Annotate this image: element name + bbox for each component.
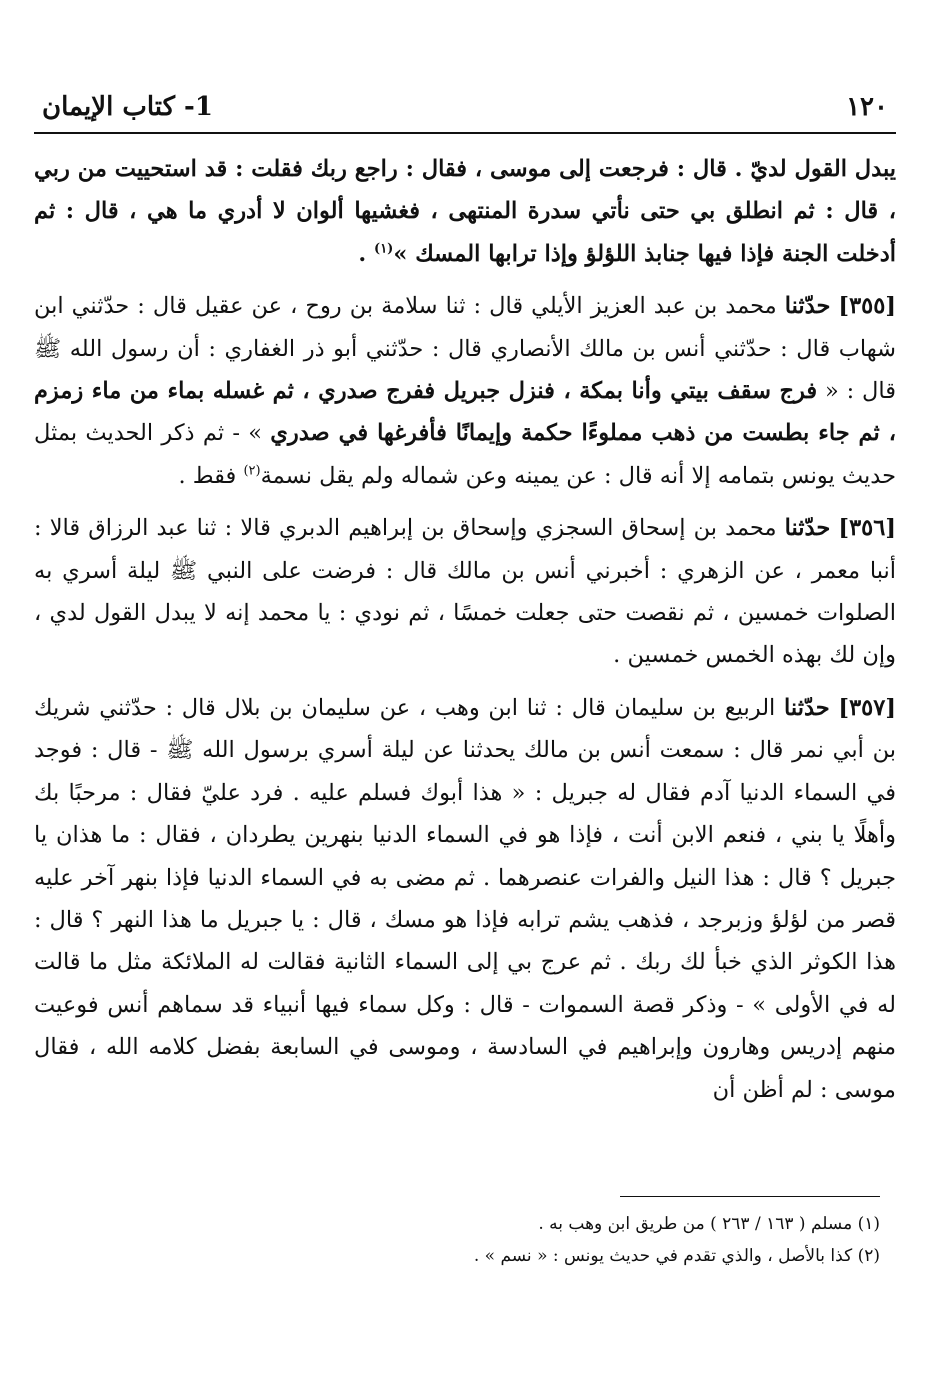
footnote-marker-2: (٢)	[243, 463, 261, 479]
hadith-lead: حدّثنا	[784, 293, 831, 320]
chapter-title: 1- كتاب الإيمان	[42, 92, 213, 122]
hadith-text-cont: » - ثم ذكر الحديث بمثل حديث يونس بتمامه إلا أنه قال : عن يمينه وعن شماله ولم يقل نسمة	[34, 420, 896, 489]
footnote-2: (٢) كذا بالأصل ، والذي تقدم في حديث يونس : « نسم » .	[473, 1246, 880, 1266]
main-text	[34, 148, 896, 1111]
footnote-marker-1: (١)	[374, 241, 394, 257]
hadith-text: محمد بن إسحاق السجزي وإسحاق بن إبراهيم الدبري قالا : ثنا عبد الرزاق قالا : أنبا معمر ، عن الزهري : أخبرني أنس بن مالك قال : فرضت على النبي ﷺ ليلة أسري به الصلوات خمسين ، ثم نقصت حتى جعلت خمسًا ، ثم نودي : يا محمد إنه لا يبدل القول لدي ، وإن لك بهذه الخمس خمسين .	[34, 515, 896, 669]
book-page	[34, 78, 896, 1111]
page-number: ١٢٠	[846, 92, 888, 122]
hadith-lead: حدّثنا	[784, 515, 831, 542]
continuation-paragraph	[34, 148, 896, 275]
footnotes	[52, 1208, 880, 1272]
hadith-356	[34, 507, 896, 677]
continuation-text: يبدل القول لديّ . قال : فرجعت إلى موسى ، فقال : راجع ربك فقلت : قد استحييت من ربي ، قال : ثم انطلق بي حتى نأتي سدرة المنتهى ، فغشيها ألوان لا أدري ما هي ، قال : ثم أدخلت الجنة فإذا فيها جنابذ اللؤلؤ وإذا ترابها المسك »	[34, 156, 896, 267]
page-header	[34, 78, 896, 122]
footnote-rule	[620, 1196, 880, 1197]
footnote-1: (١) مسلم ( ١٦٣ / ٢٦٣ ) من طريق ابن وهب به .	[538, 1214, 880, 1234]
continuation-end: .	[358, 240, 375, 267]
hadith-number: [٣٥٦]	[838, 515, 896, 542]
hadith-text-end: فقط .	[178, 462, 244, 489]
hadith-text: محمد بن عبد العزيز الأيلي قال : ثنا سلامة بن روح ، عن عقيل قال : حدّثني ابن شهاب قال : حدّثني أنس بن مالك الأنصاري قال : حدّثني أبو ذر الغفاري : أن رسول الله ﷺ قال : «	[34, 293, 896, 405]
header-rule	[34, 132, 896, 134]
hadith-number: [٣٥٧]	[838, 694, 896, 721]
hadith-357	[34, 687, 896, 1111]
hadith-lead: حدّثنا	[784, 694, 830, 721]
hadith-355	[34, 285, 896, 497]
hadith-number: [٣٥٥]	[838, 293, 896, 320]
hadith-matn-bold: فرج سقف بيتي وأنا بمكة ، فنزل جبريل ففرج صدري ، ثم غسله بماء من ماء زمزم ، ثم جاء بطست من ذهب مملوءًا حكمة وإيمانًا فأفرغها في صدري	[34, 378, 896, 447]
hadith-text: الربيع بن سليمان قال : ثنا ابن وهب ، عن سليمان بن بلال قال : حدّثني شريك بن أبي نمر قال : سمعت أنس بن مالك يحدثنا عن ليلة أسري برسول الله ﷺ - قال : فوجد في السماء الدنيا آدم فقال له جبريل : « هذا أبوك فسلم عليه . فرد عليّ فقال : مرحبًا بك وأهلًا يا بني ، فنعم الابن أنت ، فإذا هو في السماء الدنيا بنهرين يطردان ، فقال : ما هذان يا جبريل ؟ قال : هذا النيل والفرات عنصرهما . ثم مضى به في السماء الدنيا فإذا بنهر آخر عليه قصر من لؤلؤ وزبرجد ، فذهب يشم ترابه فإذا هو مسك ، قال : يا جبريل ما هذا النهر ؟ قال : هذا الكوثر الذي خبأ لك ربك . ثم عرج بي إلى السماء الثانية فقالت له الملائكة مثل ما قالت له في الأولى » - وذكر قصة السموات - قال : وكل سماء فيها أنبياء قد سماهم أنس فوعيت منهم إدريس وهارون وإبراهيم في السادسة ، وموسى في السابعة بفضل كلامه الله ، فقال موسى : لم أظن أن	[34, 694, 896, 1103]
